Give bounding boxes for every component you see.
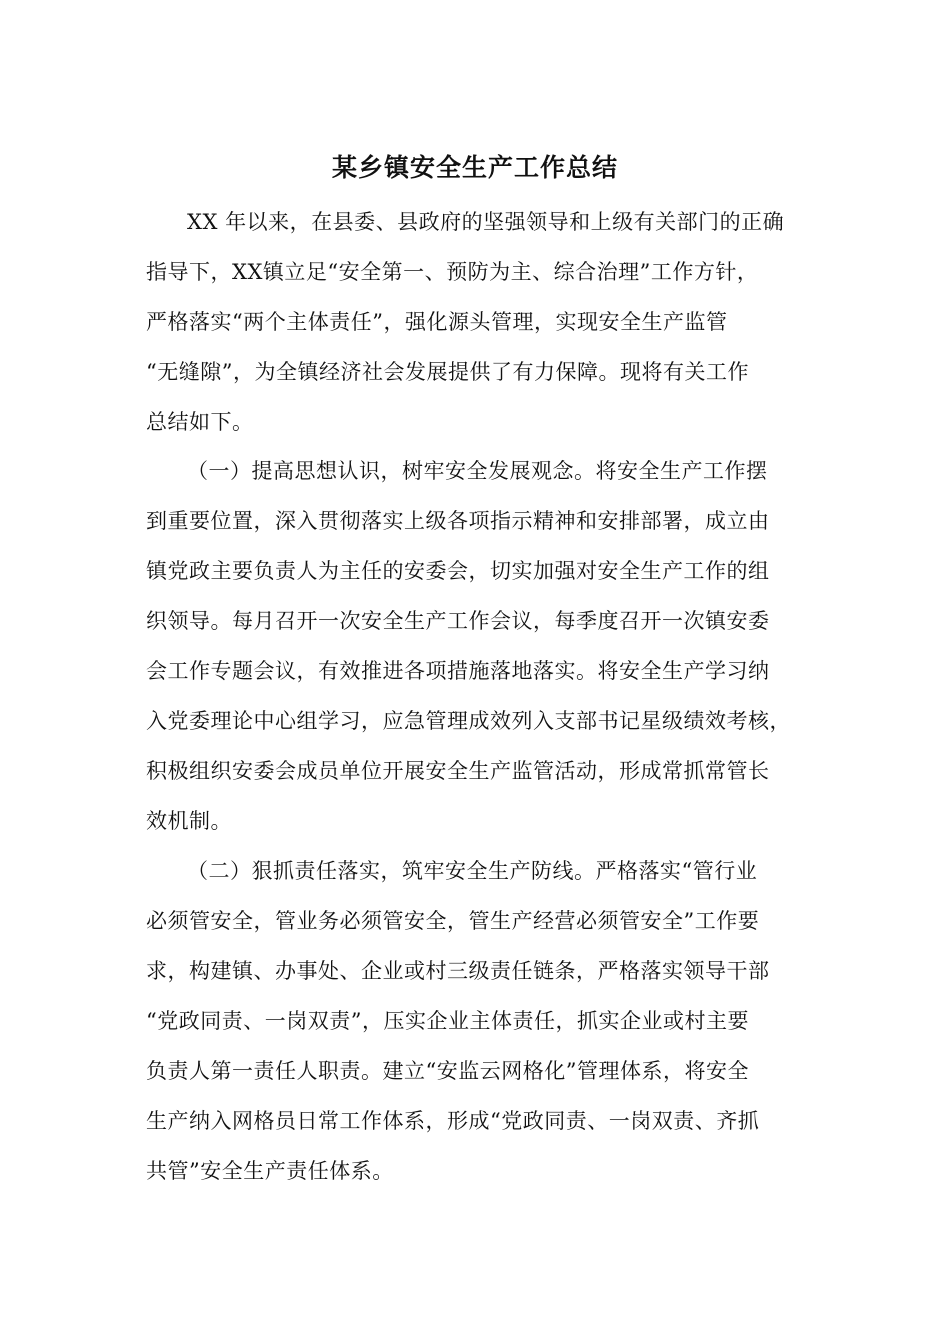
- body-line: 共管”安全生产责任体系。: [146, 1159, 394, 1183]
- body-line: 总结如下。: [146, 410, 254, 434]
- body-line: （二）狠抓责任落实，筑牢安全生产防线。严格落实“管行业: [187, 859, 758, 883]
- body-line: 求，构建镇、办事处、企业或村三级责任链条，严格落实领导干部: [146, 959, 770, 983]
- body-line: 指导下，XX镇立足“安全第一、预防为主、综合治理”工作方针，: [146, 260, 759, 284]
- body-line: 负责人第一责任人职责。建立“安监云网格化”管理体系，将安全: [146, 1059, 749, 1083]
- body-line: 镇党政主要负责人为主任的安委会，切实加强对安全生产工作的组: [146, 559, 770, 583]
- body-line: 到重要位置，深入贯彻落实上级各项指示精神和安排部署，成立由: [146, 509, 770, 533]
- body-line: 织领导。每月召开一次安全生产工作会议，每季度召开一次镇安委: [146, 609, 770, 633]
- body-line: 生产纳入网格员日常工作体系，形成“党政同责、一岗双责、齐抓: [146, 1109, 760, 1133]
- body-line: 入党委理论中心组学习，应急管理成效列入支部书记星级绩效考核，: [146, 709, 791, 733]
- body-line: 严格落实“两个主体责任”，强化源头管理，实现安全生产监管: [146, 310, 728, 334]
- body-line: “无缝隙”，为全镇经济社会发展提供了有力保障。现将有关工作: [146, 360, 749, 384]
- body-line: 积极组织安委会成员单位开展安全生产监管活动，形成常抓常管长: [146, 759, 770, 783]
- body-line: 效机制。: [146, 809, 232, 833]
- body-line: 必须管安全，管业务必须管安全，管生产经营必须管安全”工作要: [146, 909, 760, 933]
- body-line: 会工作专题会议，有效推进各项措施落地落实。将安全生产学习纳: [146, 659, 770, 683]
- body-line: XX 年以来，在县委、县政府的坚强领导和上级有关部门的正确: [187, 210, 785, 234]
- document-title: 某乡镇安全生产工作总结: [331, 153, 618, 182]
- body-line: （一）提高思想认识，树牢安全发展观念。将安全生产工作摆: [187, 459, 768, 483]
- body-line: “党政同责、一岗双责”，压实企业主体责任，抓实企业或村主要: [146, 1009, 749, 1033]
